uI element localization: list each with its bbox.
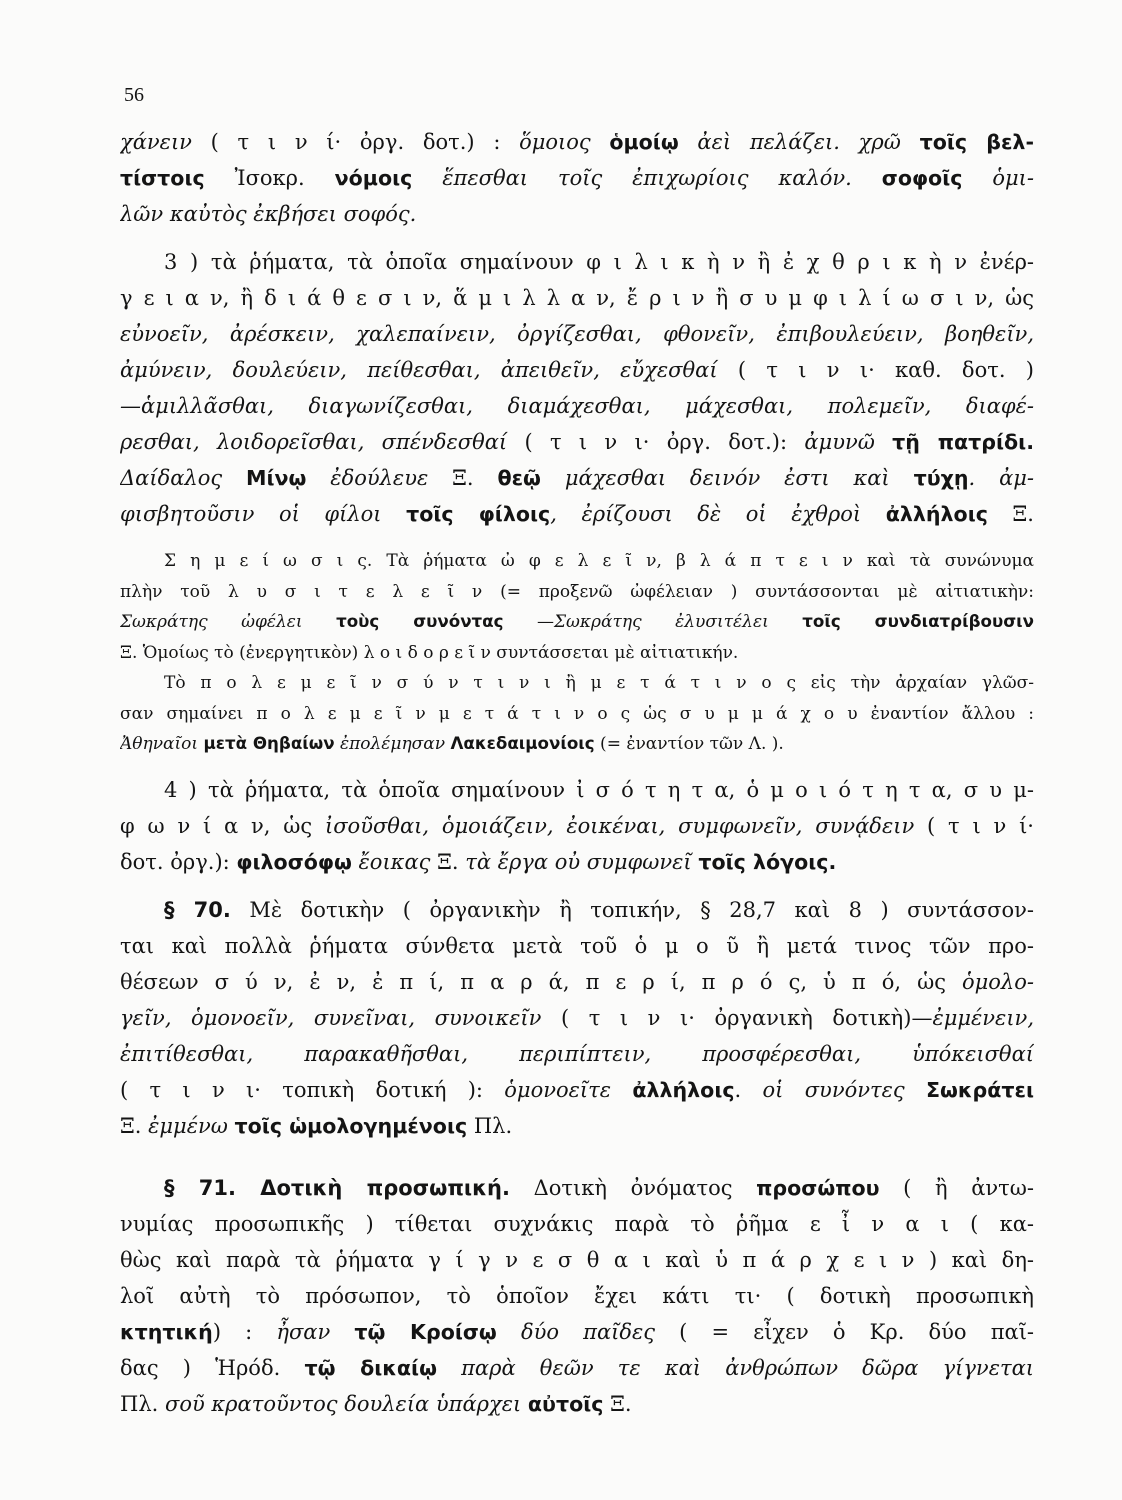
text-line: εὐνοεῖν, ἀρέσκειν, χαλεπαίνειν, ὀργίζεσθαι, φθονεῖν, ἐπιβουλεύειν, βοηθεῖν, (120, 322, 1034, 346)
body-text (120, 124, 1034, 1422)
text-line: κτητική) : ἦσαν τῷ Κροίσῳ δύο παῖδες ( = εἶχεν ὁ Κρ. δύο παῖ- (120, 1319, 1034, 1344)
text-line: χάνειν ( τ ι ν ί· ὀργ. δοτ.) : ὅμοιος ὁμοίῳ ἀεὶ πελάζει. χρῶ τοῖς βελ- (120, 130, 1034, 154)
note-line: Ἀθηναῖοι μετὰ Θηβαίων ἐπολέμησαν Λακεδαιμονίοις (= ἐναντίον τῶν Λ. ). (120, 734, 784, 754)
text-line: τίστοις Ἰσοκρ. νόμοις ἕπεσθαι τοῖς ἐπιχωρίοις καλόν. σοφοῖς ὁμι- (120, 166, 1034, 190)
section-71-heading: § 71. Δοτικὴ προσωπική. Δοτικὴ ὀνόματος προσώπου ( ἢ ἀντω- (164, 1175, 1034, 1200)
note-line: σαν σημαίνει π ο λ ε μ ε ῖ ν μ ε τ ά τ ι ν ο ς ὡς σ υ μ μ ά χ ο υ ἐναντίον ἄλλου : (120, 703, 1034, 724)
note-line: Ξ. Ὁμοίως τὸ (ἐνεργητικὸν) λ ο ι δ ο ρ ε ῖ ν συντάσσεται μὲ αἰτιατικήν. (120, 642, 739, 663)
text-line: θὼς καὶ παρὰ τὰ ῥήματα γ ί γ ν ε σ θ α ι καὶ ὑ π ά ρ χ ε ι ν ) καὶ δη- (120, 1247, 1034, 1272)
text-line: γεῖν, ὁμονοεῖν, συνεῖναι, συνοικεῖν ( τ ι ν ι· ὀργανικὴ δοτικὴ)—ἐμμένειν, (120, 1005, 1034, 1030)
text-line: ἐπιτίθεσθαι, παρακαθῆσθαι, περιπίπτειν, προσφέρεσθαι, ὑπόκεισθαί (120, 1041, 1034, 1066)
text-line: Ξ. ἐμμένω τοῖς ὡμολογημένοις Πλ. (120, 1113, 513, 1138)
text-line: γ ε ι α ν, ἢ δ ι ά θ ε σ ι ν, ἅ μ ι λ λ α ν, ἔ ρ ι ν ἢ σ υ μ φ ι λ ί ω σ ι ν, ὡς (120, 286, 1034, 310)
text-line: 3 ) τὰ ῥήματα, τὰ ὁποῖα σημαίνουν φ ι λ ι κ ὴ ν ἢ ἐ χ θ ρ ι κ ὴ ν ἐνέρ- (164, 250, 1034, 274)
text-line: δας ) Ἡρόδ. τῷ δικαίῳ παρὰ θεῶν τε καὶ ἀνθρώπων δῶρα γίγνεται (120, 1355, 1034, 1380)
note-line: Σ η μ ε ί ω σ ι ς. Τὰ ῥήματα ὠ φ ε λ ε ῖ ν, β λ ά π τ ε ι ν καὶ τὰ συνώνυμα (164, 551, 1034, 571)
text-line: ἀμύνειν, δουλεύειν, πείθεσθαι, ἀπειθεῖν, εὔχεσθαί ( τ ι ν ι· καθ. δοτ. ) (120, 358, 1034, 382)
text-line: —ἁμιλλᾶσθαι, διαγωνίζεσθαι, διαμάχεσθαι, μάχεσθαι, πολεμεῖν, διαφέ- (120, 394, 1034, 418)
text-line: ται καὶ πολλὰ ῥήματα σύνθετα μετὰ τοῦ ὁ μ ο ῦ ἢ μετά τινος τῶν προ- (120, 933, 1034, 958)
text-line: νυμίας προσωπικῆς ) τίθεται συχνάκις παρὰ τὸ ῥῆμα ε ἶ ν α ι ( κα- (120, 1211, 1034, 1236)
text-line: φισβητοῦσιν οἱ φίλοι τοῖς φίλοις, ἐρίζουσι δὲ οἱ ἐχθροὶ ἀλλήλοις Ξ. (120, 502, 1034, 526)
text-line: Πλ. σοῦ κρατοῦντος δουλεία ὑπάρχει αὐτοῖς Ξ. (120, 1391, 632, 1416)
text-line: λῶν καὐτὸς ἐκβήσει σοφός. (120, 202, 417, 226)
note-line: πλὴν τοῦ λ υ σ ι τ ε λ ε ῖ ν (= προξενῶ ὠφέλειαν ) συντάσσονται μὲ αἰτιατικὴν: (120, 581, 1034, 602)
page-number: 56 (124, 84, 144, 106)
text-line: λοῖ αὐτὴ τὸ πρόσωπον, τὸ ὁποῖον ἔχει κάτι τι· ( δοτικὴ προσωπικὴ (120, 1283, 1034, 1308)
note-line: Τὸ π ο λ ε μ ε ῖ ν σ ύ ν τ ι ν ι ἢ μ ε τ ά τ ι ν ο ς εἰς τὴν ἀρχαίαν γλῶσ- (164, 673, 1034, 693)
text-line: ( τ ι ν ι· τοπικὴ δοτική ): ὁμονοεῖτε ἀλλήλοις. οἱ συνόντες Σωκράτει (120, 1077, 1034, 1102)
text-line: θέσεων σ ύ ν, ἐ ν, ἐ π ί, π α ρ ά, π ε ρ ί, π ρ ό ς, ὑ π ό, ὡς ὁμολο- (120, 969, 1034, 994)
text-line: 4 ) τὰ ῥήματα, τὰ ὁποῖα σημαίνουν ἰ σ ό τ η τ α, ὁ μ ο ι ό τ η τ α, σ υ μ- (164, 777, 1034, 802)
note-line: Σωκράτης ὠφέλει τοὺς συνόντας —Σωκράτης ἐλυσιτέλει τοῖς συνδιατρίβουσιν (120, 612, 1034, 632)
text-line: δοτ. ὀργ.): φιλοσόφῳ ἔοικας Ξ. τὰ ἔργα οὐ συμφωνεῖ τοῖς λόγοις. (120, 849, 837, 874)
text-line: φ ω ν ί α ν, ὡς ἰσοῦσθαι, ὁμοιάζειν, ἐοικέναι, συμφωνεῖν, συνᾴδειν ( τ ι ν ί· (120, 813, 1034, 838)
section-70-heading: § 70. Μὲ δοτικὴν ( ὀργανικὴν ἢ τοπικήν, § 28,7 καὶ 8 ) συντάσσον- (164, 897, 1034, 922)
text-line: ρεσθαι, λοιδορεῖσθαι, σπένδεσθαί ( τ ι ν ι· ὀργ. δοτ.): ἀμυνῶ τῇ πατρίδι. (120, 430, 1034, 454)
text-line: Δαίδαλος Μίνῳ ἐδούλευε Ξ. θεῷ μάχεσθαι δεινόν ἐστι καὶ τύχῃ. ἀμ- (120, 466, 1034, 490)
